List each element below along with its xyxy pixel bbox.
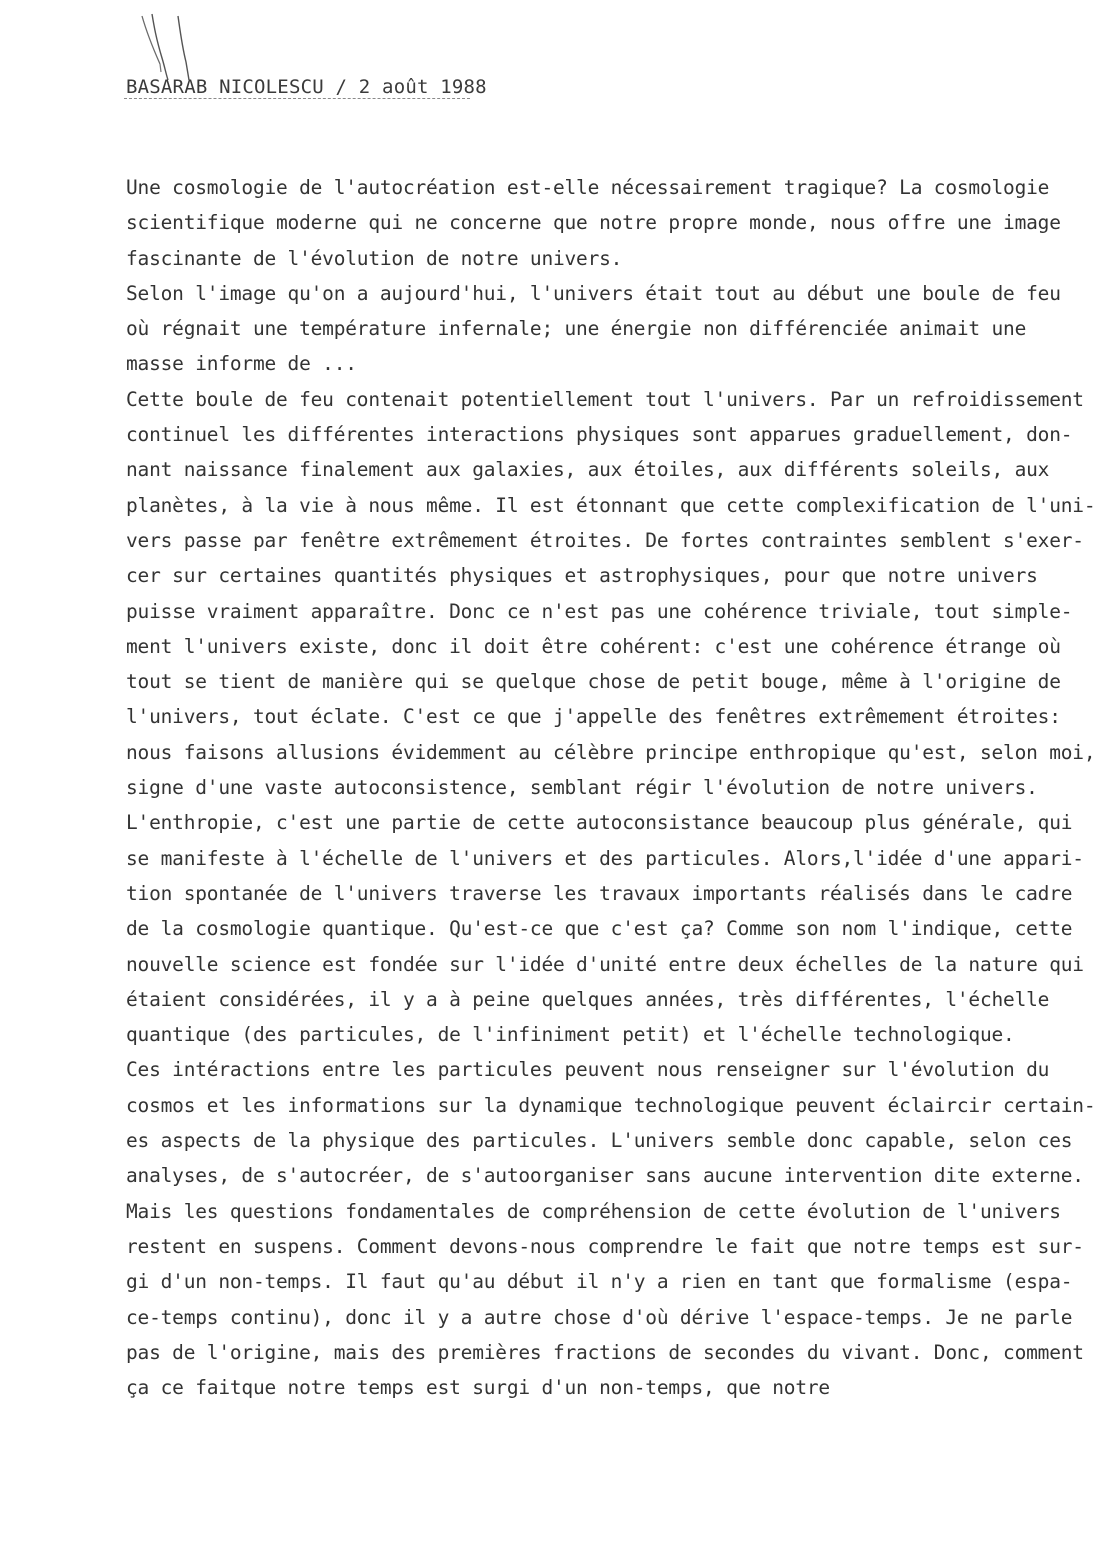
text-line: pas de l'origine, mais des premières fractions de secondes du vivant. Donc, comment (126, 1340, 1084, 1364)
text-line: tout se tient de manière qui se quelque chose de petit bouge, même à l'origine de (126, 670, 1061, 694)
text-line: Selon l'image qu'on a aujourd'hui, l'univers était tout au début une boule de feu (126, 281, 1061, 305)
text-line: Une cosmologie de l'autocréation est-elle nécessairement tragique? La cosmologie (126, 176, 1050, 199)
text-line: L'enthropie, c'est une partie de cette autoconsistance beaucoup plus générale, qui (126, 811, 1073, 835)
text-line: de la cosmologie quantique. Qu'est-ce que c'est ça? Comme son nom l'indique, cette (126, 917, 1073, 941)
pen-scribble-mark (138, 12, 198, 84)
text-line: vers passe par fenêtre extrêmement étroites. De fortes contraintes semblent s'exer- (126, 528, 1084, 552)
text-line: cer sur certaines quantités physiques et astrophysiques, pour que notre univers (126, 564, 1038, 588)
text-line: quantique (des particules, de l'infiniment petit) et l'échelle technologique. (126, 1023, 1015, 1047)
text-line: puisse vraiment apparaître. Donc ce n'est pas une cohérence triviale, tout simple- (126, 599, 1073, 623)
text-line: scientifique moderne qui ne concerne que notre propre monde, nous offre une image (126, 211, 1061, 235)
text-line: tion spontanée de l'univers traverse les travaux importants réalisés dans le cadre (126, 881, 1073, 905)
header-underline (124, 98, 470, 99)
text-line: Ces intéractions entre les particules peuvent nous renseigner sur l'évolution du (126, 1058, 1050, 1082)
text-line: fascinante de l'évolution de notre univers. (126, 246, 623, 270)
text-line: nouvelle science est fondée sur l'idée d'unité entre deux échelles de la nature qui (126, 952, 1084, 976)
text-line: gi d'un non-temps. Il faut qu'au début il n'y a rien en tant que formalisme (espa- (126, 1270, 1073, 1294)
text-line: où régnait une température infernale; une énergie non différenciée animait une (126, 317, 1027, 341)
text-line: étaient considérées, il y a à peine quelques années, très différentes, l'échelle (126, 987, 1050, 1011)
text-line: nous faisons allusions évidemment au célèbre principe enthropique qu'est, selon moi, (126, 740, 1096, 764)
text-line: Cette boule de feu contenait potentiellement tout l'univers. Par un refroidissement (126, 387, 1084, 411)
text-line: l'univers, tout éclate. C'est ce que j'appelle des fenêtres extrêmement étroites: (126, 705, 1061, 729)
text-line: planètes, à la vie à nous même. Il est étonnant que cette complexification de l'uni- (126, 493, 1096, 517)
text-line: masse informe de ... (126, 352, 357, 376)
text-line: es aspects de la physique des particules. L'univers semble donc capable, selon ces (126, 1129, 1073, 1153)
text-line: analyses, de s'autocréer, de s'autoorganiser sans aucune intervention dite externe. (126, 1164, 1084, 1188)
text-line: signe d'une vaste autoconsistence, semblant régir l'évolution de notre univers. (126, 776, 1038, 800)
text-line: nant naissance finalement aux galaxies, aux étoiles, aux différents soleils, aux (126, 458, 1050, 482)
text-line: ça ce faitque notre temps est surgi d'un non-temps, que notre (126, 1376, 830, 1400)
text-line: Mais les questions fondamentales de compréhension de cette évolution de l'univers (126, 1199, 1061, 1223)
text-line: continuel les différentes interactions physiques sont apparues graduellement, don- (126, 423, 1073, 447)
text-line: restent en suspens. Comment devons-nous comprendre le fait que notre temps est sur- (126, 1234, 1084, 1258)
text-line: ment l'univers existe, donc il doit être cohérent: c'est une cohérence étrange où (126, 634, 1061, 658)
document-body (126, 170, 1096, 1405)
document-header: BASARAB NICOLESCU / 2 août 1988 (126, 76, 487, 98)
text-line: ce-temps continu), donc il y a autre chose d'où dérive l'espace-temps. Je ne parle (126, 1305, 1073, 1329)
text-line: se manifeste à l'échelle de l'univers et des particules. Alors,l'idée d'une appari- (126, 846, 1084, 870)
text-line: cosmos et les informations sur la dynamique technologique peuvent éclaircir certain- (126, 1093, 1096, 1117)
